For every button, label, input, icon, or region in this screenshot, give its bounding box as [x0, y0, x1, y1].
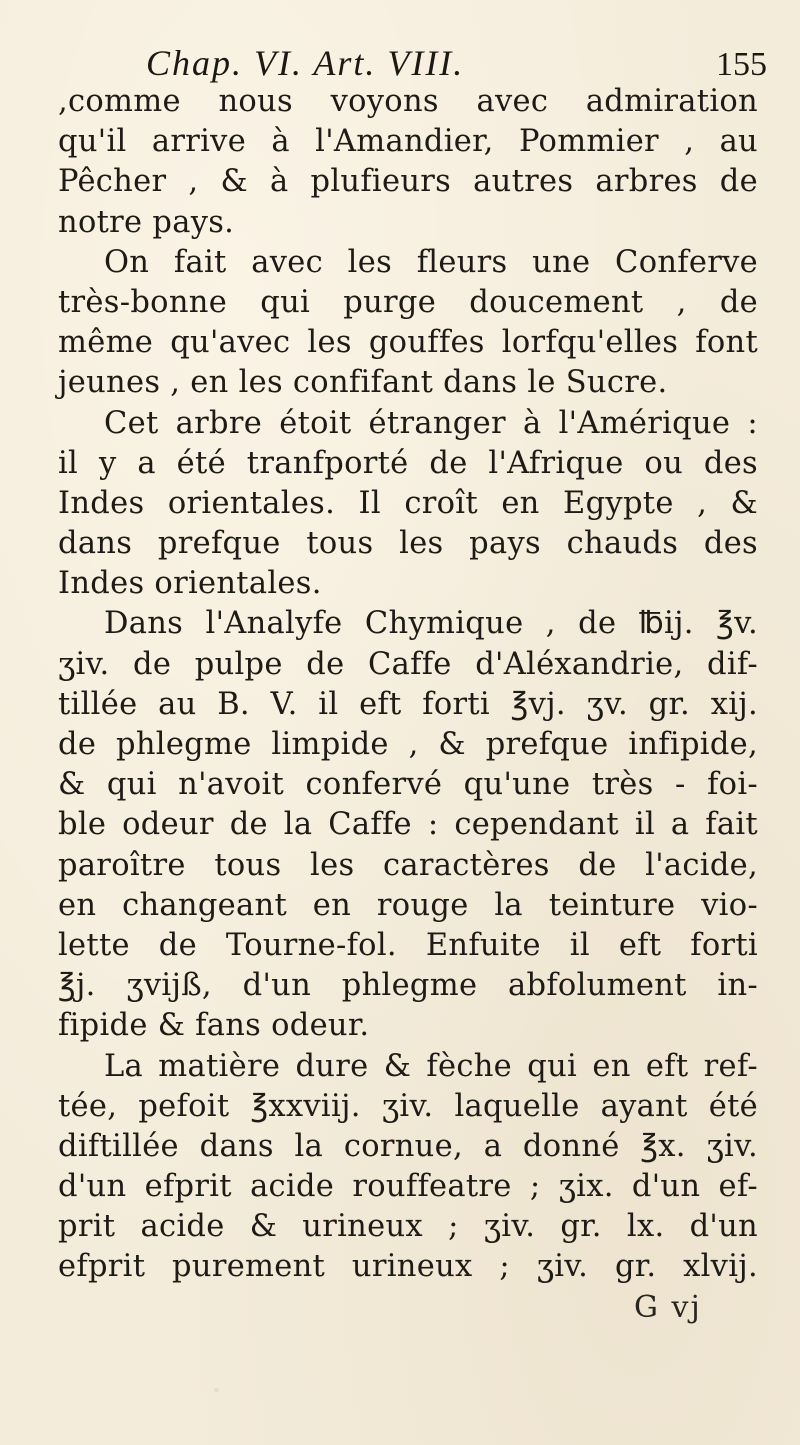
text-line: & qui n'avoit confervé qu'une très - foi- — [58, 767, 758, 803]
text-line: notre pays. — [58, 204, 235, 240]
text-line: On fait avec les fleurs une Conferve — [104, 244, 758, 280]
text-line: d'un efprit acide rouffeatre ; ʒix. d'un ef- — [58, 1169, 758, 1205]
page-number: 155 — [716, 46, 767, 83]
text-line: Cet arbre étoit étranger à l'Amérique : — [104, 405, 758, 441]
text-line: diftillée dans la cornue, a donné ℥x. ʒiv. — [58, 1128, 758, 1164]
text-line: efprit purement urineux ; ʒiv. gr. xlvij. — [58, 1249, 758, 1285]
text-line: ℥j. ʒvijß, d'un phlegme abfolument in- — [58, 968, 758, 1004]
text-line: en changeant en rouge la teinture vio- — [58, 887, 758, 923]
text-line: tillée au B. V. il eft forti ℥vj. ʒv. gr. xij. — [58, 686, 758, 722]
text-line: jeunes , en les confifant dans le Sucre. — [58, 365, 668, 401]
text-line: il y a été tranfporté de l'Afrique ou des — [58, 445, 758, 481]
text-line: ble odeur de la Caffe : cependant il a fait — [58, 807, 758, 843]
text-line: même qu'avec les gouffes lorfqu'elles font — [58, 325, 758, 361]
text-line: Dans l'Analyfe Chymique , de ℔ij. ℥v. — [104, 606, 758, 642]
text-line: ʒiv. de pulpe de Caffe d'Aléxandrie, dif- — [58, 646, 758, 682]
text-line: La matière dure & fèche qui en eft ref- — [104, 1048, 758, 1084]
text-line: ,comme nous voyons avec admiration — [58, 84, 758, 119]
text-line: prit acide & urineux ; ʒiv. gr. lx. d'un — [58, 1209, 758, 1245]
text-line: très-bonne qui purge doucement , de — [58, 284, 758, 320]
text-line: paroître tous les caractères de l'acide, — [58, 847, 758, 883]
text-line: Indes orientales. Il croît en Egypte , & — [58, 485, 758, 521]
text-line: dans prefque tous les pays chauds des — [58, 526, 758, 562]
body-text — [58, 82, 758, 1288]
text-line: de phlegme limpide , & prefque infipide, — [58, 727, 758, 762]
signature-mark: G vj — [634, 1290, 702, 1325]
paper-spot — [214, 1388, 219, 1392]
text-line: qu'il arrive à l'Amandier, Pommier , au — [58, 124, 758, 160]
text-line: Indes orientales. — [58, 566, 322, 602]
text-line: fipide & fans odeur. — [58, 1008, 370, 1044]
text-line: lette de Tourne-fol. Enfuite il eft forti — [58, 927, 758, 963]
text-line: Pêcher , & à plufieurs autres arbres de — [58, 164, 758, 200]
running-head: Chap. VI. Art. VIII. — [146, 43, 465, 83]
text-line: tée, pefoit ℥xxviij. ʒiv. laquelle ayant été — [58, 1088, 758, 1124]
